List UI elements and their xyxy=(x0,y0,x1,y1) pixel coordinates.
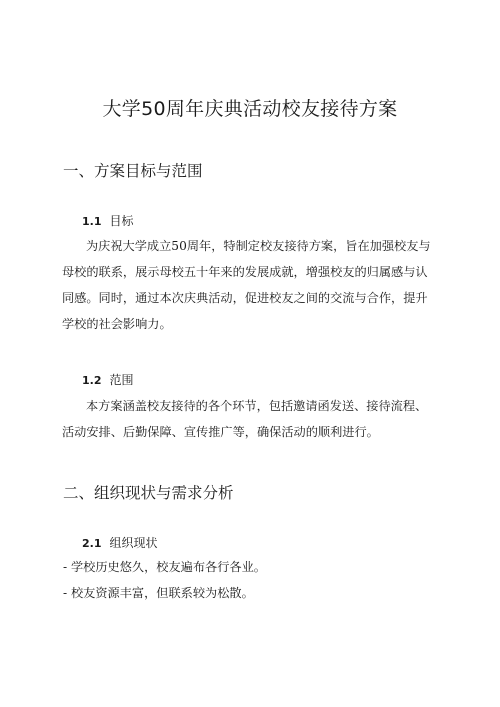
subsection-number: 1.2 xyxy=(82,374,102,387)
subsection-number: 1.1 xyxy=(82,215,102,228)
paragraph-1-2 xyxy=(62,393,450,445)
subsection-label: 组织现状 xyxy=(109,536,158,550)
paragraph-line: 同感。同时，通过本次庆典活动，促进校友之间的交流与合作，提升 xyxy=(62,291,428,305)
subsection-heading-2-1 xyxy=(82,534,158,553)
paragraph-line: 为庆祝大学成立50周年，特制定校友接待方案，旨在加强校友与 xyxy=(86,239,431,253)
subsection-number: 2.1 xyxy=(82,537,102,550)
bullet-item: - 学校历史悠久，校友遍布各行各业。 xyxy=(63,560,266,574)
document-title: 大学50周年庆典活动校友接待方案 xyxy=(102,98,398,120)
paragraph-1-1 xyxy=(62,233,450,337)
paragraph-line: 母校的联系，展示母校五十年来的发展成就，增强校友的归属感与认 xyxy=(62,265,428,279)
paragraph-line: 活动安排、后勤保障、宣传推广等，确保活动的顺利进行。 xyxy=(62,425,379,439)
bullet-item: - 校友资源丰富，但联系较为松散。 xyxy=(63,586,254,600)
subsection-heading-1-1 xyxy=(82,212,134,231)
paragraph-line: 本方案涵盖校友接待的各个环节，包括邀请函发送、接待流程、 xyxy=(86,399,428,413)
subsection-label: 范围 xyxy=(109,373,134,387)
subsection-heading-1-2 xyxy=(82,371,134,390)
section-heading-1: 一、方案目标与范围 xyxy=(63,162,203,180)
paragraph-line: 学校的社会影响力。 xyxy=(62,317,172,331)
subsection-label: 目标 xyxy=(109,214,134,228)
section-heading-2: 二、组织现状与需求分析 xyxy=(63,484,234,502)
